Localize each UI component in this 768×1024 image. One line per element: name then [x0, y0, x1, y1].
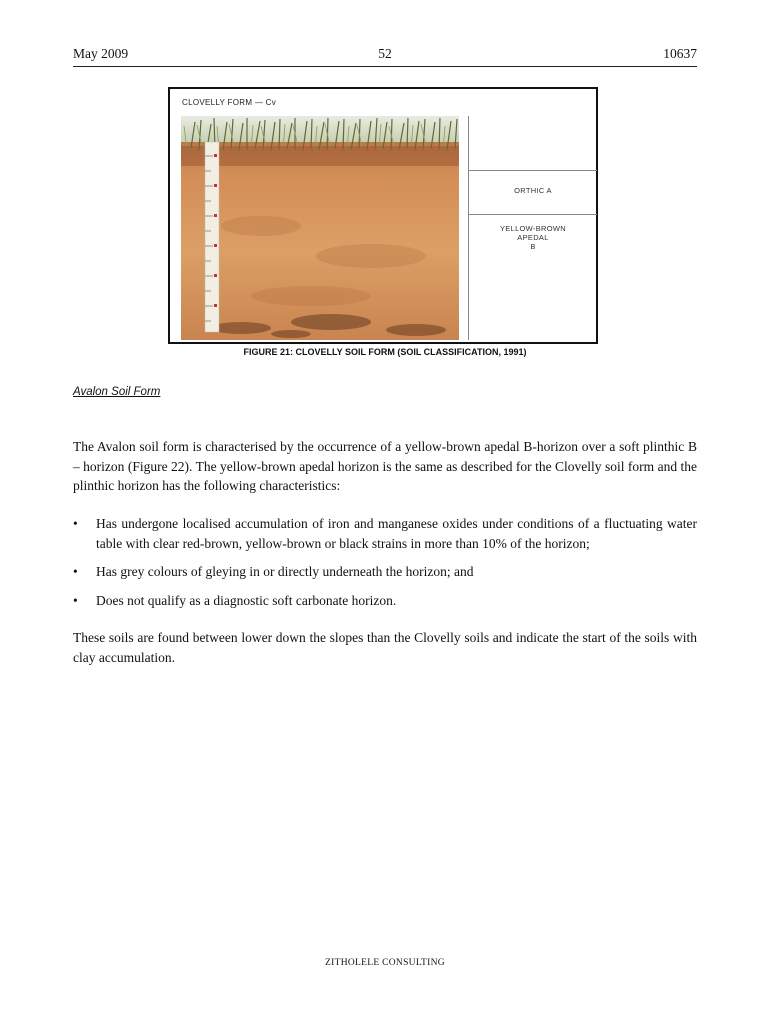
section-heading: Avalon Soil Form	[73, 386, 161, 398]
horizon-b-label-line3: B	[530, 242, 536, 251]
page-header	[73, 44, 697, 67]
intro-paragraph: The Avalon soil form is characterised by the occurrence of a yellow-brown apedal B-horizon over a soft plinthic B – horizon (Figure 22). The yellow-brown apedal horizon is the same as described for the Clovelly soil form and the plinthic horizon has the following characteristics:	[73, 439, 697, 493]
figure-panel-label: CLOVELLY FORM — Cv	[182, 98, 277, 107]
header-doc-number: 10637	[663, 46, 697, 61]
horizon-b-label-line2: APEDAL	[517, 233, 549, 242]
page-footer: ZITHOLELE CONSULTING	[325, 958, 445, 968]
bullet-icon: •	[73, 592, 78, 608]
closing-paragraph: These soils are found between lower down the slopes than the Clovelly soils and indicate the start of the soils with clay accumulation.	[73, 630, 697, 665]
horizon-divider-bottom	[469, 214, 597, 215]
characteristics-list	[73, 514, 697, 619]
list-item-text: Has undergone localised accumulation of iron and manganese oxides under conditions of a fluctuating water table with clear red-brown, yellow-brown or black strains in more than 10% of the horizon;	[96, 516, 697, 551]
horizon-legend	[468, 116, 597, 340]
horizon-b-label-line1: YELLOW-BROWN	[500, 224, 566, 233]
list-item-text: Does not qualify as a diagnostic soft carbonate horizon.	[96, 592, 397, 608]
figure-caption: FIGURE 21: CLOVELLY SOIL FORM (SOIL CLASSIFICATION, 1991)	[243, 347, 527, 357]
list-item	[73, 591, 697, 611]
bullet-icon: •	[73, 564, 78, 579]
soil-profile-photo	[181, 116, 459, 340]
horizon-divider-top	[469, 170, 597, 171]
header-page-number: 52	[378, 46, 392, 61]
list-item-text: Has grey colours of gleying in or directly underneath the horizon; and	[96, 564, 474, 579]
bullet-icon: •	[73, 516, 78, 531]
list-item	[73, 562, 697, 582]
horizon-a-label: ORTHIC A	[514, 186, 552, 195]
header-date: May 2009	[73, 46, 129, 61]
list-item	[73, 514, 697, 553]
figure-frame	[168, 87, 598, 344]
